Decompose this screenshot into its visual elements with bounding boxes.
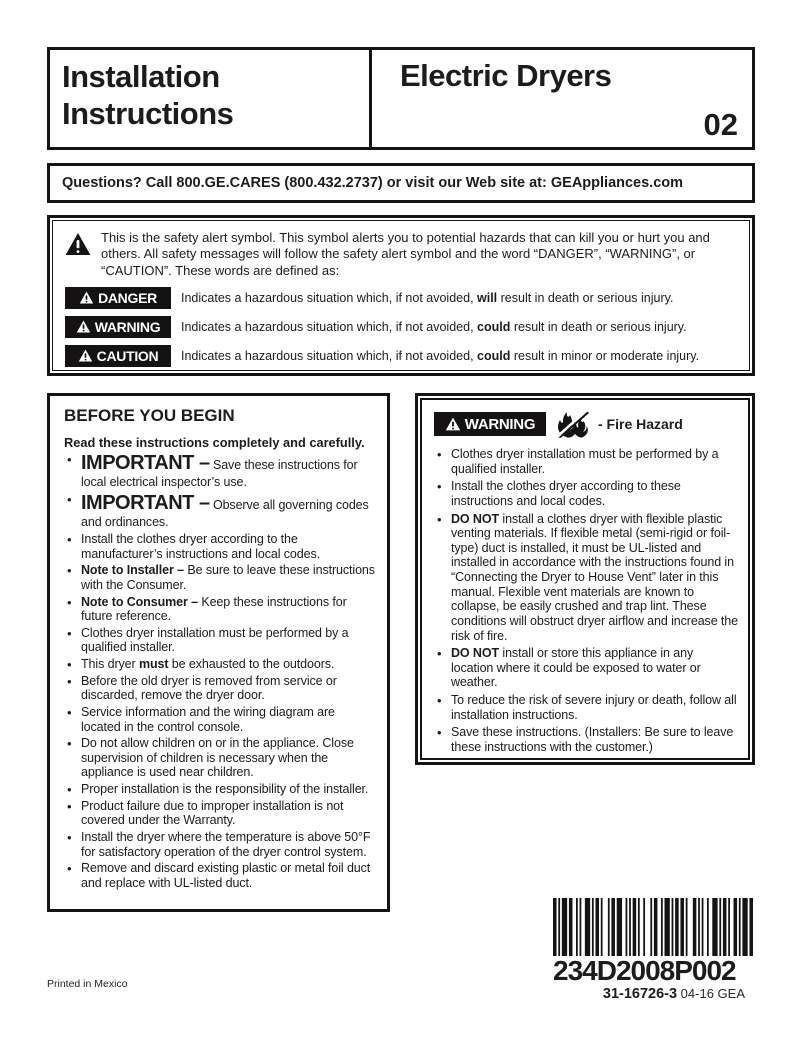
safety-intro-row	[65, 230, 737, 279]
bullet-item: • Clothes dryer installation must be performed by a qualified installer.	[434, 447, 738, 476]
bullet-item: • DO NOT install or store this appliance in any location where it could be exposed to water or weather.	[434, 646, 738, 690]
bullet-item: • Product failure due to improper installation is not covered under the Warranty.	[64, 799, 377, 828]
safety-alert-box	[47, 215, 755, 376]
alert-triangle-icon	[76, 320, 91, 333]
alert-triangle-icon	[445, 417, 461, 431]
safety-alert-inner	[52, 220, 750, 371]
header	[47, 47, 755, 150]
before-you-begin-section	[47, 393, 390, 912]
caution-badge-label: CAUTION	[96, 347, 159, 364]
warning-badge	[65, 316, 171, 338]
bullet-item: • Remove and discard existing plastic or metal foil duct and replace with UL-listed duct.	[64, 861, 377, 890]
caution-badge	[65, 345, 171, 367]
danger-badge-label: DANGER	[98, 289, 157, 306]
safety-intro-text: This is the safety alert symbol. This symbol alerts you to potential hazards that can kill you or hurt you and others. All safety messages will follow the safety alert symbol and the word “DANGER”, “WARNING”, or “CAUTION”. These words are defined as:	[101, 230, 710, 278]
warning-header	[434, 410, 738, 438]
warning-badge	[434, 412, 546, 436]
bullet-item: • Save these instructions. (Installers: Be sure to leave these instructions with the customer.)	[434, 725, 738, 754]
bullet-item: • Clothes dryer installation must be performed by a qualified installer.	[64, 626, 377, 655]
caution-definition: Indicates a hazardous situation which, if not avoided, could result in minor or moderate injury.	[181, 348, 700, 363]
barcode	[553, 898, 753, 956]
fire-hazard-icon	[554, 410, 590, 438]
part-number: 234D2008P002	[553, 955, 736, 986]
bullet-item: • Install the dryer where the temperature is above 50°F for satisfactory operation of the dryer control system.	[64, 830, 377, 859]
bullet-item: • Install the clothes dryer according to these instructions and local codes.	[434, 479, 738, 508]
doc-title	[50, 50, 372, 147]
bullet-item: • This dryer must be exhausted to the outdoors.	[64, 657, 377, 672]
bullet-item: • IMPORTANT – Observe all governing codes and ordinances.	[64, 492, 377, 530]
fire-hazard-warning-inner	[420, 398, 750, 760]
doc-date: 04-16 GEA	[680, 986, 745, 1002]
before-you-begin-list	[64, 452, 377, 890]
barcode-block	[553, 898, 755, 1002]
bullet-item: • Do not allow children on or in the appliance. Close supervision of children is necessary when the appliance is used near children.	[64, 736, 377, 780]
bullet-item: • Note to Consumer – Keep these instructions for future reference.	[64, 595, 377, 624]
definition-row-warning	[65, 316, 737, 338]
bullet-item: • Service information and the wiring diagram are located in the control console.	[64, 705, 377, 734]
doc-number: 31-16726-3	[602, 986, 678, 1003]
safety-definitions	[65, 287, 737, 367]
bullet-item: • IMPORTANT – Save these instructions for local electrical inspector’s use.	[64, 452, 377, 490]
definition-row-danger	[65, 287, 737, 309]
page-number: 02	[703, 107, 738, 142]
warning-badge-label: WARNING	[94, 318, 161, 335]
doc-title-line2: Instructions	[62, 96, 234, 132]
bullet-item: • Note to Installer – Be sure to leave these instructions with the Consumer.	[64, 563, 377, 592]
warning-definition: Indicates a hazardous situation which, if not avoided, could result in death or serious injury.	[181, 319, 687, 334]
alert-triangle-icon	[78, 349, 93, 362]
bullet-item: • Before the old dryer is removed from service or discarded, remove the dryer door.	[64, 674, 377, 703]
danger-definition: Indicates a hazardous situation which, if not avoided, will result in death or serious injury.	[181, 290, 674, 305]
section-title: BEFORE YOU BEGIN	[64, 406, 235, 425]
alert-triangle-icon	[65, 230, 91, 279]
definition-row-caution	[65, 345, 737, 367]
header-product-cell	[372, 50, 752, 147]
fire-hazard-list	[434, 447, 738, 755]
fire-hazard-warning-section	[415, 393, 755, 765]
bullet-item: • DO NOT install a clothes dryer with flexible plastic venting materials. If flexible metal (semi-rigid or foil-type) duct is installed, it must be UL-listed and installed in accordance with the instructions found in “Connecting the Dryer to House Vent” later in this manual. Flexible vent materials are known to collapse, be easily crushed and trap lint. These conditions will obstruct dryer airflow and increase the risk of fire.	[434, 512, 738, 644]
doc-line	[553, 986, 755, 1002]
doc-title-line1: Installation	[62, 59, 220, 94]
bullet-item: • Proper installation is the responsibility of the installer.	[64, 782, 377, 797]
section-subtitle: Read these instructions completely and carefully.	[64, 435, 365, 450]
questions-text: Questions? Call 800.GE.CARES (800.432.2737) or visit our Web site at: GEAppliances.com	[62, 175, 684, 191]
questions-bar	[47, 163, 755, 203]
hazard-label: - Fire Hazard	[598, 416, 683, 432]
danger-badge	[65, 287, 171, 309]
bullet-item: • Install the clothes dryer according to the manufacturer’s instructions and local codes.	[64, 532, 377, 561]
printed-in-label: Printed in Mexico	[47, 978, 128, 990]
bullet-item: • To reduce the risk of severe injury or death, follow all installation instructions.	[434, 693, 738, 722]
product-title: Electric Dryers	[400, 58, 612, 93]
alert-triangle-icon	[79, 291, 94, 304]
warning-badge-label: WARNING	[464, 415, 536, 433]
